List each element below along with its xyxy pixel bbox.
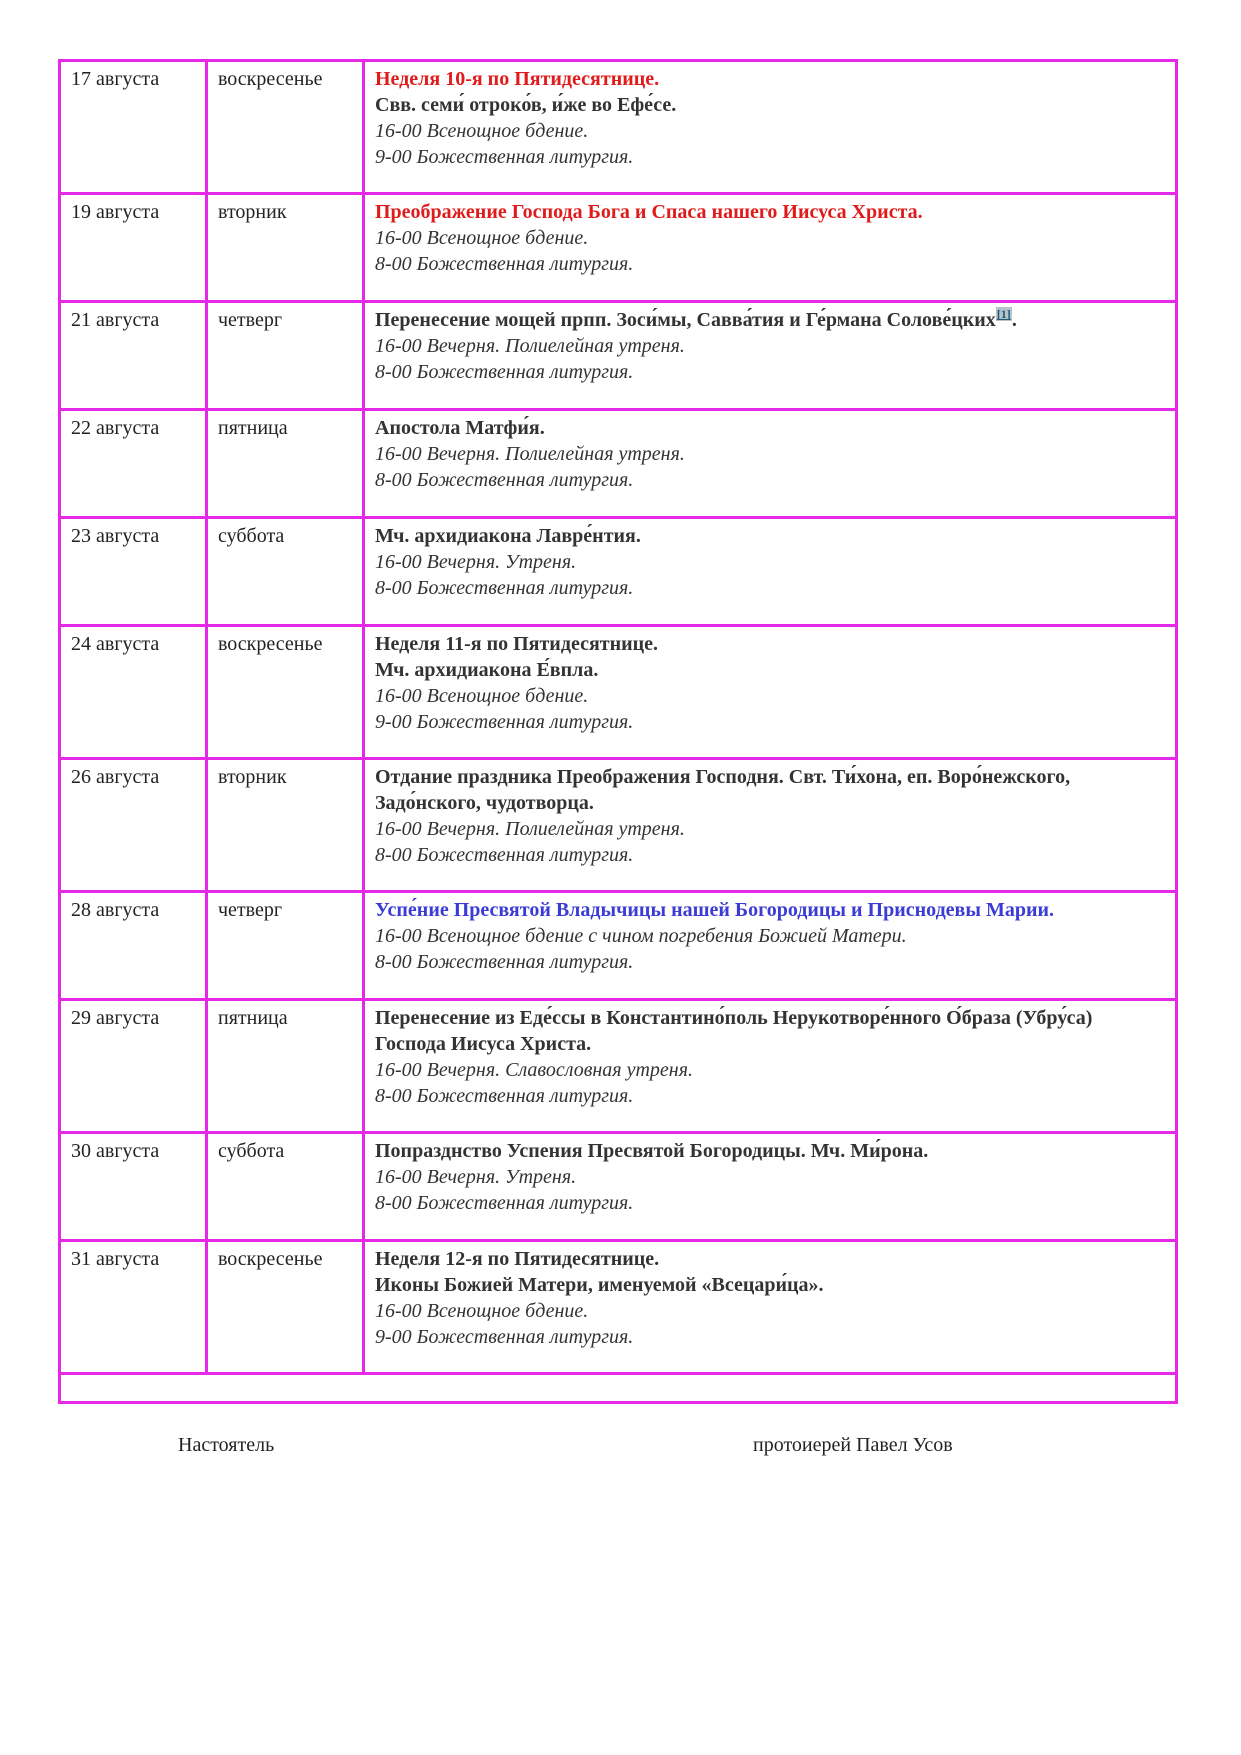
schedule-row bbox=[60, 759, 1177, 892]
service-time: 16-00 Всенощное бдение с чином погребения Божией Матери. bbox=[375, 925, 907, 947]
service-time: 9-00 Божественная литургия. bbox=[375, 146, 634, 168]
feast-text: Апостола Матфи́я. bbox=[375, 417, 545, 439]
date-cell: 17 августа bbox=[60, 61, 207, 194]
feast-title bbox=[375, 631, 1165, 657]
feast-text: Перенесение мощей прпп. Зоси́мы, Савва́тия и Ге́рмана Солове́цких bbox=[375, 309, 996, 331]
date-cell: 28 августа bbox=[60, 892, 207, 1000]
schedule-row bbox=[60, 626, 1177, 759]
feast-text: Отдание праздника Преображения Господня. Свт. Ти́хона, еп. Воро́нежского, Задо́нского, чудотворца. bbox=[375, 766, 1071, 814]
feast-text: Неделя 12-я по Пятидесятнице. bbox=[375, 1248, 660, 1270]
weekday-cell: суббота bbox=[207, 1133, 364, 1241]
service-time: 9-00 Божественная литургия. bbox=[375, 711, 634, 733]
schedule-row bbox=[60, 302, 1177, 410]
weekday-cell: четверг bbox=[207, 892, 364, 1000]
schedule-row bbox=[60, 1000, 1177, 1133]
feast-title bbox=[375, 1246, 1165, 1272]
feast-title bbox=[375, 764, 1165, 816]
feast-title bbox=[375, 897, 1165, 923]
date-cell: 24 августа bbox=[60, 626, 207, 759]
weekday-cell: вторник bbox=[207, 759, 364, 892]
description-cell bbox=[364, 626, 1177, 759]
service-time: 8-00 Божественная литургия. bbox=[375, 844, 634, 866]
schedule-row bbox=[60, 1241, 1177, 1374]
description-cell bbox=[364, 1133, 1177, 1241]
date-cell: 30 августа bbox=[60, 1133, 207, 1241]
description-cell bbox=[364, 518, 1177, 626]
weekday-cell: воскресенье bbox=[207, 1241, 364, 1374]
schedule-table bbox=[58, 59, 1178, 1404]
feast-title bbox=[375, 415, 1165, 441]
service-time: 16-00 Вечерня. Славословная утреня. bbox=[375, 1059, 694, 1081]
feast-text: Преображение Господа Бога и Спаса нашего Иисуса Христа. bbox=[375, 201, 923, 223]
service-time: 8-00 Божественная литургия. bbox=[375, 1192, 634, 1214]
service-time: 8-00 Божественная литургия. bbox=[375, 469, 634, 491]
feast-title bbox=[375, 1138, 1165, 1164]
service-time: 8-00 Божественная литургия. bbox=[375, 361, 634, 383]
feast-text: Иконы Божией Матери, именуемой «Всецари́ца». bbox=[375, 1274, 824, 1296]
description-cell bbox=[364, 1241, 1177, 1374]
description-cell bbox=[364, 1000, 1177, 1133]
rector-title: Настоятель bbox=[178, 1434, 275, 1456]
weekday-cell: пятница bbox=[207, 1000, 364, 1133]
description-cell bbox=[364, 410, 1177, 518]
service-time: 8-00 Божественная литургия. bbox=[375, 577, 634, 599]
schedule-row bbox=[60, 410, 1177, 518]
feast-text: Мч. архидиакона Е́впла. bbox=[375, 659, 599, 681]
description-cell bbox=[364, 892, 1177, 1000]
service-time: 16-00 Вечерня. Полиелейная утреня. bbox=[375, 443, 685, 465]
feast-text: Перенесение из Еде́ссы в Константино́поль Нерукотворе́нного О́браза (Убру́са) Господа Иисуса Христа. bbox=[375, 1007, 1093, 1055]
service-time: 9-00 Божественная литургия. bbox=[375, 1326, 634, 1348]
schedule-row bbox=[60, 1133, 1177, 1241]
service-time: 16-00 Всенощное бдение. bbox=[375, 1300, 589, 1322]
feast-title bbox=[375, 657, 1165, 683]
service-time: 8-00 Божественная литургия. bbox=[375, 253, 634, 275]
feast-title bbox=[375, 66, 1165, 92]
service-time: 16-00 Вечерня. Утреня. bbox=[375, 1166, 577, 1188]
service-time: 16-00 Всенощное бдение. bbox=[375, 685, 589, 707]
schedule-body bbox=[60, 61, 1177, 1403]
weekday-cell: воскресенье bbox=[207, 626, 364, 759]
weekday-cell: суббота bbox=[207, 518, 364, 626]
schedule-row bbox=[60, 194, 1177, 302]
feast-text: Неделя 11-я по Пятидесятнице. bbox=[375, 633, 659, 655]
empty-cell bbox=[60, 1374, 1177, 1403]
description-cell bbox=[364, 61, 1177, 194]
date-cell: 31 августа bbox=[60, 1241, 207, 1374]
feast-title bbox=[375, 307, 1165, 333]
feast-title bbox=[375, 1005, 1165, 1057]
feast-title bbox=[375, 92, 1165, 118]
service-time: 16-00 Всенощное бдение. bbox=[375, 227, 589, 249]
footnote-link[interactable]: [1] bbox=[996, 307, 1011, 322]
description-cell bbox=[364, 759, 1177, 892]
feast-text: Свв. семи́ отроко́в, и́же во Ефе́се. bbox=[375, 94, 677, 116]
schedule-row bbox=[60, 518, 1177, 626]
feast-suffix: . bbox=[1011, 309, 1017, 331]
feast-title bbox=[375, 523, 1165, 549]
feast-text: Неделя 10-я по Пятидесятнице. bbox=[375, 68, 660, 90]
feast-text: Успе́ние Пресвятой Владычицы нашей Богородицы и Приснодевы Марии. bbox=[375, 899, 1055, 921]
date-cell: 21 августа bbox=[60, 302, 207, 410]
schedule-row bbox=[60, 61, 1177, 194]
date-cell: 22 августа bbox=[60, 410, 207, 518]
service-time: 16-00 Вечерня. Полиелейная утреня. bbox=[375, 335, 685, 357]
date-cell: 29 августа bbox=[60, 1000, 207, 1133]
feast-title bbox=[375, 1272, 1165, 1298]
service-time: 16-00 Вечерня. Утреня. bbox=[375, 551, 577, 573]
date-cell: 23 августа bbox=[60, 518, 207, 626]
service-time: 16-00 Вечерня. Полиелейная утреня. bbox=[375, 818, 685, 840]
feast-text: Мч. архидиакона Лавре́нтия. bbox=[375, 525, 641, 547]
weekday-cell: четверг bbox=[207, 302, 364, 410]
weekday-cell: вторник bbox=[207, 194, 364, 302]
rector-name: протоиерей Павел Усов bbox=[753, 1434, 953, 1456]
empty-row bbox=[60, 1374, 1177, 1403]
weekday-cell: пятница bbox=[207, 410, 364, 518]
service-time: 8-00 Божественная литургия. bbox=[375, 1085, 634, 1107]
weekday-cell: воскресенье bbox=[207, 61, 364, 194]
description-cell bbox=[364, 194, 1177, 302]
date-cell: 19 августа bbox=[60, 194, 207, 302]
description-cell bbox=[364, 302, 1177, 410]
date-cell: 26 августа bbox=[60, 759, 207, 892]
schedule-row bbox=[60, 892, 1177, 1000]
service-time: 8-00 Божественная литургия. bbox=[375, 951, 634, 973]
service-time: 16-00 Всенощное бдение. bbox=[375, 120, 589, 142]
feast-title bbox=[375, 199, 1165, 225]
feast-text: Попразднство Успения Пресвятой Богородицы. Мч. Ми́рона. bbox=[375, 1140, 929, 1162]
